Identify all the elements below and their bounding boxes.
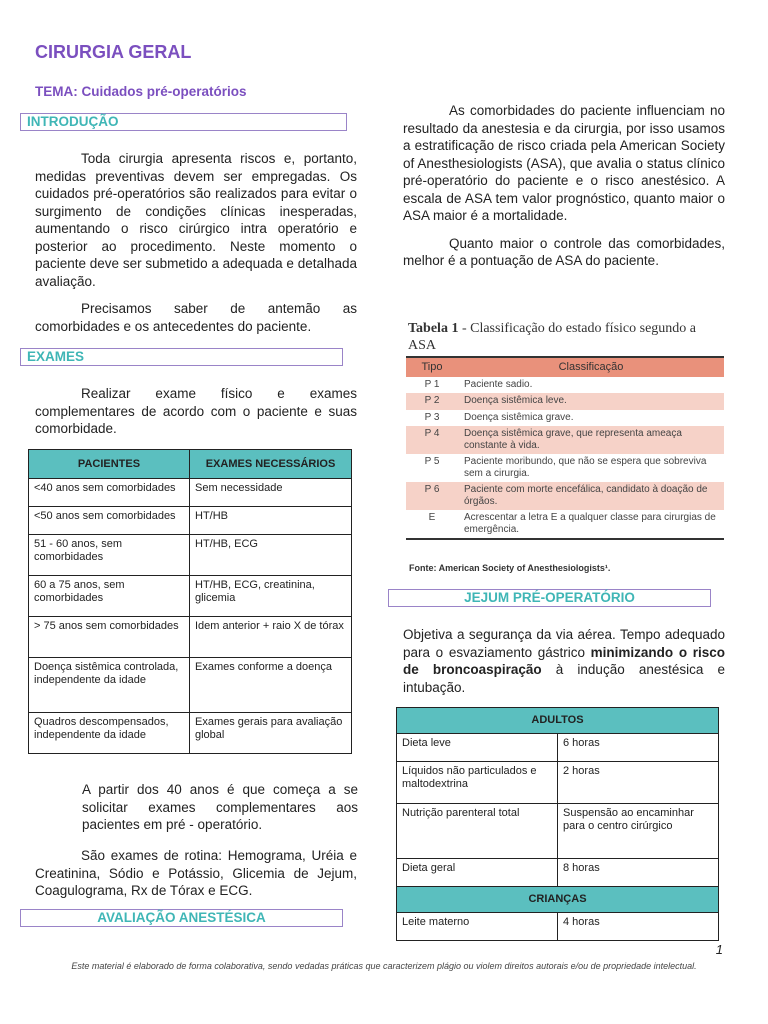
jejum-text [403, 626, 725, 696]
asa-text [403, 102, 725, 270]
jejum-text-bold: minimizando o risco de broncoaspiração [403, 644, 725, 677]
exam-cell: Exames gerais para avaliação global [190, 713, 352, 754]
bullet-text: A partir dos 40 anos é que começa a se solicitar exames complementares aos pacientes em pré - operatório. [82, 782, 358, 832]
asa-header-tipo: Tipo [406, 357, 458, 377]
section-introducao: INTRODUÇÃO [20, 113, 347, 131]
table-row [397, 859, 719, 887]
patient-cell: <40 anos sem comorbidades [29, 479, 190, 507]
asa-class-cell: Paciente com morte encefálica, candidato à doação de órgãos. [458, 482, 724, 510]
page-number: 1 [715, 942, 723, 957]
asa-type-cell: P 4 [406, 426, 458, 454]
table-row [397, 762, 719, 804]
jejum-table [396, 707, 719, 941]
patient-cell: Quadros descompensados, independente da idade [29, 713, 190, 754]
table-row [397, 804, 719, 859]
table-row [29, 658, 352, 713]
exam-cell: Exames conforme a doença [190, 658, 352, 713]
asa-row [406, 482, 724, 510]
table-header: PACIENTES [29, 450, 190, 479]
topic-heading: TEMA: Cuidados pré-operatórios [35, 84, 247, 99]
asa-type-cell: P 6 [406, 482, 458, 510]
asa-paragraph-1: As comorbidades do paciente influenciam no resultado da anestesia e da cirurgia, por isso usamos a estratificação de risco criada pela American Society of Anesthesiologists (ASA), que avalia o status clínico pré-operatório do paciente e o risco anestésico. A escala de ASA tem valor prognóstico, quanto maior o ASA maior é a mortalidade. [403, 103, 725, 223]
asa-row [406, 393, 724, 410]
footer-disclaimer: Este material é elaborado de forma colaborativa, sendo vedadas práticas que caracterizem plágio ou violem direitos autorais e/ou de propriedade intelectual. [71, 961, 697, 971]
intro-paragraph-2: Precisamos saber de antemão as comorbidades e os antecedentes do paciente. [35, 301, 357, 334]
diet-cell: Líquidos não particulados e maltodextrina [397, 762, 558, 804]
exames-text [35, 385, 357, 438]
asa-class-cell: Doença sistêmica grave. [464, 412, 574, 423]
jejum-text-end: à indução anestésica e intubação. [403, 662, 725, 695]
fasting-time-cell: 4 horas [558, 913, 719, 941]
asa-row [406, 454, 724, 482]
criancas-header: CRIANÇAS [397, 887, 719, 913]
asa-class-cell: Paciente sadio. [464, 379, 533, 390]
section-exames: EXAMES [20, 348, 343, 366]
patient-cell: 60 a 75 anos, sem comorbidades [29, 576, 190, 617]
table-row [29, 479, 352, 507]
table-header: EXAMES NECESSÁRIOS [190, 450, 352, 479]
asa-caption-label: Tabela 1 [408, 321, 459, 336]
fasting-time-cell: Suspensão ao encaminhar para o centro cirúrgico [558, 804, 719, 859]
patient-cell: 51 - 60 anos, sem comorbidades [29, 535, 190, 576]
asa-row [406, 377, 724, 393]
bullet-item [58, 781, 358, 834]
section-jejum: JEJUM PRÉ-OPERATÓRIO [388, 589, 711, 607]
exam-cell: Sem necessidade [190, 479, 352, 507]
fasting-time-cell: 8 horas [558, 859, 719, 887]
asa-class-cell: Acrescentar a letra E a qualquer classe para cirurgias de emergência. [458, 510, 724, 539]
intro-paragraph-1: Toda cirurgia apresenta riscos e, portanto, medidas preventivas devem ser empregadas. Os cuidados pré-operatórios são realizados para evitar o surgimento de condições clínicas inesperadas, aumentando o risco cirúrgico intra operatório e posterior ao procedimento. Neste momento o paciente deve ser submetido a adequada e detalhada avaliação. [35, 151, 357, 289]
intro-text [35, 150, 357, 335]
asa-row [406, 510, 724, 539]
asa-type-cell: P 1 [424, 379, 440, 390]
adultos-header-row [397, 708, 719, 734]
asa-header-classificacao: Classificação [458, 357, 724, 377]
table-row [29, 617, 352, 658]
exames-table [28, 449, 352, 754]
diet-cell: Dieta geral [397, 859, 558, 887]
asa-type-cell: E [406, 510, 458, 539]
table-row [29, 713, 352, 754]
exam-cell: HT/HB, ECG, creatinina, glicemia [190, 576, 352, 617]
asa-paragraph-2: Quanto maior o controle das comorbidades, melhor é a pontuação de ASA do paciente. [403, 235, 725, 268]
jejum-text-start: Objetiva a segurança da via aérea. Tempo adequado para o esvaziamento gástrico [403, 627, 725, 660]
asa-row [406, 426, 724, 454]
patient-cell: > 75 anos sem comorbidades [29, 617, 190, 658]
table-row [29, 576, 352, 617]
table-row [397, 734, 719, 762]
rotina-text [35, 847, 357, 900]
document-title: CIRURGIA GERAL [35, 42, 192, 62]
diet-cell: Dieta leve [397, 734, 558, 762]
asa-row [406, 410, 724, 426]
table-row [29, 535, 352, 576]
diet-cell: Nutrição parenteral total [397, 804, 558, 859]
asa-caption-text: - Classificação do estado físico segundo a ASA [408, 321, 696, 353]
asa-type-cell: P 3 [424, 412, 440, 423]
section-avaliacao-anestesica: AVALIAÇÃO ANESTÉSICA [20, 909, 343, 927]
diet-cell: Leite materno [397, 913, 558, 941]
asa-type-cell: P 2 [406, 393, 458, 410]
exam-cell: HT/HB [190, 507, 352, 535]
asa-class-cell: Doença sistêmica grave, que representa ameaça constante à vida. [458, 426, 724, 454]
fasting-time-cell: 2 horas [558, 762, 719, 804]
asa-class-cell: Paciente moribundo, que não se espera que sobreviva sem a cirurgia. [464, 456, 707, 479]
asa-type-cell: P 5 [424, 456, 440, 467]
criancas-header-row [397, 887, 719, 913]
rotina-paragraph: São exames de rotina: Hemograma, Uréia e Creatinina, Sódio e Potássio, Glicemia de Jejum, Coagulograma, Rx de Tórax e ECG. [35, 848, 357, 898]
asa-source: Fonte: American Society of Anesthesiologists¹. [409, 563, 611, 573]
exam-cell: Idem anterior + raio X de tórax [190, 617, 352, 658]
patient-cell: Doença sistêmica controlada, independente da idade [29, 658, 190, 713]
asa-table [406, 356, 724, 540]
exames-paragraph: Realizar exame físico e exames complementares de acordo com o paciente e suas comorbidade. [35, 386, 357, 436]
asa-class-cell: Doença sistêmica leve. [458, 393, 724, 410]
adultos-header: ADULTOS [397, 708, 719, 734]
jejum-paragraph [403, 626, 725, 696]
exam-cell: HT/HB, ECG [190, 535, 352, 576]
table-row [29, 507, 352, 535]
asa-caption [408, 320, 726, 354]
table-row [397, 913, 719, 941]
patient-cell: <50 anos sem comorbidades [29, 507, 190, 535]
fasting-time-cell: 6 horas [558, 734, 719, 762]
